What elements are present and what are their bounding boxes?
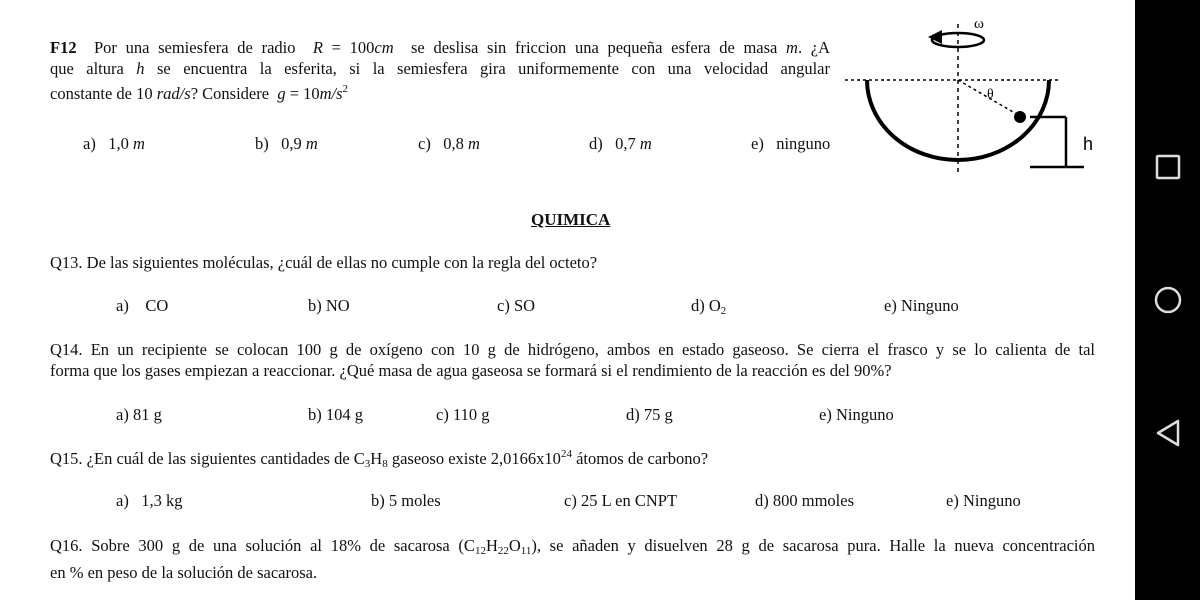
q13-question: Q13. De las siguientes moléculas, ¿cuál de ellas no cumple con la regla del octeto? xyxy=(50,253,598,272)
f12-option-b[interactable]: b) 0,9 m xyxy=(255,134,318,153)
f12-line-1: F12 Por una semiesfera de radio R = 100cm se deslisa sin friccion una pequeña esfera de masa m. ¿A xyxy=(50,38,831,57)
q13-option-e[interactable]: e) Ninguno xyxy=(884,296,959,315)
f12-option-d[interactable]: d) 0,7 m xyxy=(589,134,652,153)
q16-line-1: Q16. Sobre 300 g de una solución al 18% de sacarosa $(C_{12}H_{22}O_{11})$, se añaden y disuelven 28 g de sacarosa pura. Halle la nueva concentración xyxy=(50,536,1095,557)
q14-line-2: forma que los gases empiezan a reaccionar. ¿Qué masa de agua gaseosa se formará si el rendimiento de la reacción es del 90%? xyxy=(50,361,892,380)
system-navigation-bar xyxy=(1135,0,1200,600)
q14-option-c[interactable]: c) 110 g xyxy=(436,405,490,424)
hemisphere-figure xyxy=(840,10,1120,180)
q16-question xyxy=(50,535,1095,583)
q15-option-e[interactable]: e) Ninguno xyxy=(946,491,1021,510)
q14-option-b[interactable]: b) 104 g xyxy=(308,405,363,424)
q14-line-1: Q14. En un recipiente se colocan 100 g de oxígeno con 10 g de hidrógeno, ambos en estado gaseoso. Se cierra el frasco y se lo calienta de tal xyxy=(50,340,1095,359)
recents-button[interactable] xyxy=(1135,137,1200,197)
home-button[interactable] xyxy=(1135,270,1200,330)
q13-option-d[interactable]: d) $O_2$ xyxy=(691,296,727,317)
omega-label: ω xyxy=(974,16,984,32)
q15-option-b[interactable]: b) 5 moles xyxy=(371,491,441,510)
arrow-head-icon xyxy=(928,30,942,44)
q16-line-2: en % en peso de la solución de sacarosa. xyxy=(50,563,318,582)
h-label: h xyxy=(1083,134,1094,154)
back-button[interactable] xyxy=(1135,403,1200,463)
q13-option-c[interactable]: c) SO xyxy=(497,296,536,315)
q14-option-e[interactable]: e) Ninguno xyxy=(819,405,894,424)
q13-option-b[interactable]: b) NO xyxy=(308,296,350,315)
back-triangle-icon xyxy=(1154,418,1182,448)
f12-question xyxy=(50,37,830,104)
q15-option-c[interactable]: c) 25 L en CNPT xyxy=(564,491,678,510)
square-icon xyxy=(1155,154,1181,180)
q14-option-d[interactable]: d) 75 g xyxy=(626,405,673,424)
q15-option-a[interactable]: a) 1,3 kg xyxy=(116,491,183,510)
theta-label: θ xyxy=(987,87,994,102)
small-ball xyxy=(1014,111,1026,123)
q13-option-a[interactable]: a) CO xyxy=(116,296,169,315)
f12-line-3: constante de 10 rad/s? Considere $g = 10m/s^2$ xyxy=(50,83,349,103)
f12-option-a[interactable]: a) 1,0 m xyxy=(83,134,145,153)
q15-option-d[interactable]: d) 800 mmoles xyxy=(755,491,854,510)
q14-question xyxy=(50,339,1095,381)
circle-icon xyxy=(1153,285,1183,315)
f12-line-2: que altura h se encuentra la esferita, si la semiesfera gira uniformemente con una velocidad angular xyxy=(50,59,831,78)
q14-option-a[interactable]: a) 81 g xyxy=(116,405,162,424)
f12-option-e[interactable]: e) ninguno xyxy=(751,134,831,153)
q15-question: Q15. ¿En cuál de las siguientes cantidades de $C_3H_8$ gaseoso existe $2,0166x10^{24}$ átomos de carbono? xyxy=(50,448,709,470)
section-title: QUIMICA xyxy=(531,210,611,229)
f12-option-c[interactable]: c) 0,8 m xyxy=(418,134,480,153)
